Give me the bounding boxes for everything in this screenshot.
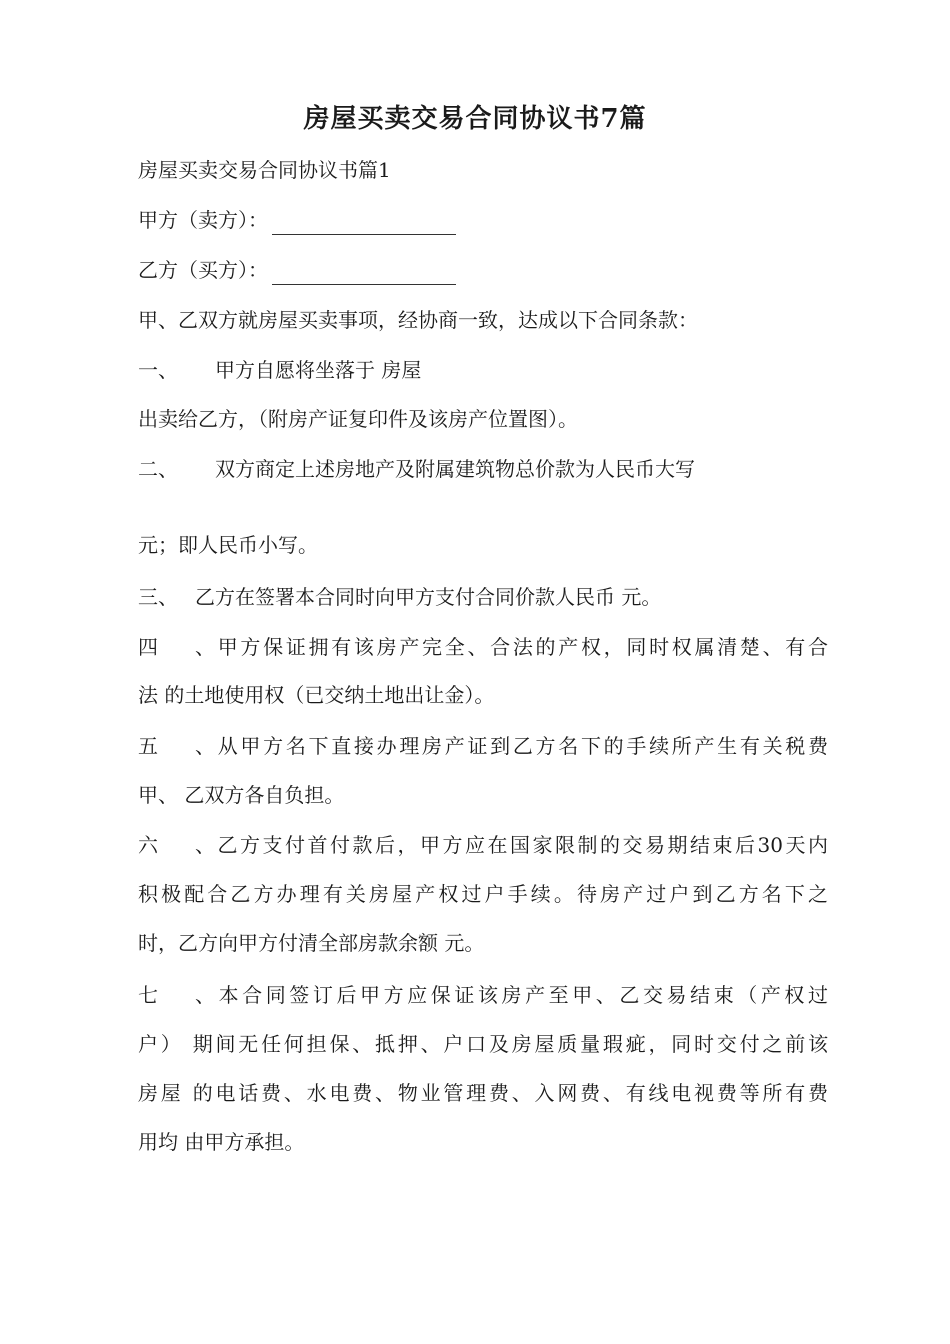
clause-1-text: 甲方自愿将坐落于 房屋 bbox=[215, 358, 422, 382]
clause-6-line-2: 积极配合乙方办理有关房屋产权过户手续。待房产过户到乙方名下之 bbox=[138, 882, 828, 906]
clause-7-number: 七、 bbox=[138, 983, 215, 1007]
clause-6-line-1 bbox=[138, 830, 828, 860]
clause-3-line-1 bbox=[138, 582, 828, 612]
clause-7-line-3: 房屋 的电话费、水电费、物业管理费、入网费、有线电视费等所有费 bbox=[138, 1081, 828, 1105]
clause-7-text: 本合同签订后甲方应保证该房产至甲、乙交易结束（产权过 bbox=[215, 983, 828, 1007]
clause-4-text: 甲方保证拥有该房产完全、合法的产权，同时权属清楚、有合 bbox=[215, 635, 828, 659]
clause-4-number: 四、 bbox=[138, 635, 215, 659]
clause-3-text: 乙方在签署本合同时向甲方支付合同价款人民币 元。 bbox=[195, 585, 662, 609]
clause-6-text: 乙方支付首付款后，甲方应在国家限制的交易期结束后30天内 bbox=[215, 833, 828, 857]
clause-6-line-3: 时，乙方向甲方付清全部房款余额 元。 bbox=[138, 931, 485, 955]
clause-5-line-2: 甲、 乙双方各自负担。 bbox=[138, 783, 345, 807]
intro-text: 甲、乙双方就房屋买卖事项，经协商一致，达成以下合同条款： bbox=[138, 308, 698, 332]
party-b-label: 乙方（买方）： bbox=[138, 258, 268, 282]
party-b-blank bbox=[272, 262, 456, 285]
clause-2-line-1 bbox=[138, 454, 828, 484]
clause-4-line-2: 法 的土地使用权（已交纳土地出让金）。 bbox=[138, 683, 495, 707]
document-subtitle: 房屋买卖交易合同协议书篇1 bbox=[138, 158, 391, 182]
clause-3-number: 三、 bbox=[138, 585, 178, 609]
clause-6-number: 六、 bbox=[138, 833, 215, 857]
clause-1-line-1 bbox=[138, 355, 828, 385]
clause-7-line-1 bbox=[138, 980, 828, 1010]
party-a-blank bbox=[272, 212, 456, 235]
clause-5-line-1 bbox=[138, 731, 828, 761]
clause-1-number: 一、 bbox=[138, 358, 178, 382]
clause-5-text: 从甲方名下直接办理房产证到乙方名下的手续所产生有关税费 bbox=[215, 734, 828, 758]
party-a-line bbox=[138, 205, 828, 235]
clause-5-number: 五、 bbox=[138, 734, 215, 758]
party-a-label: 甲方（卖方）： bbox=[138, 208, 268, 232]
clause-7-line-4: 用均 由甲方承担。 bbox=[138, 1130, 305, 1154]
document-title: 房屋买卖交易合同协议书7篇 bbox=[303, 104, 647, 134]
clause-2-line-2: 元；即人民币小写。 bbox=[138, 533, 318, 557]
clause-4-line-1 bbox=[138, 632, 828, 662]
clause-2-number: 二、 bbox=[138, 457, 178, 481]
clause-2-text: 双方商定上述房地产及附属建筑物总价款为人民币大写 bbox=[215, 457, 695, 481]
party-b-line bbox=[138, 255, 828, 285]
clause-1-line-2: 出卖给乙方，（附房产证复印件及该房产位置图）。 bbox=[138, 407, 578, 431]
clause-7-line-2: 户） 期间无任何担保、抵押、户口及房屋质量瑕疵，同时交付之前该 bbox=[138, 1032, 828, 1056]
